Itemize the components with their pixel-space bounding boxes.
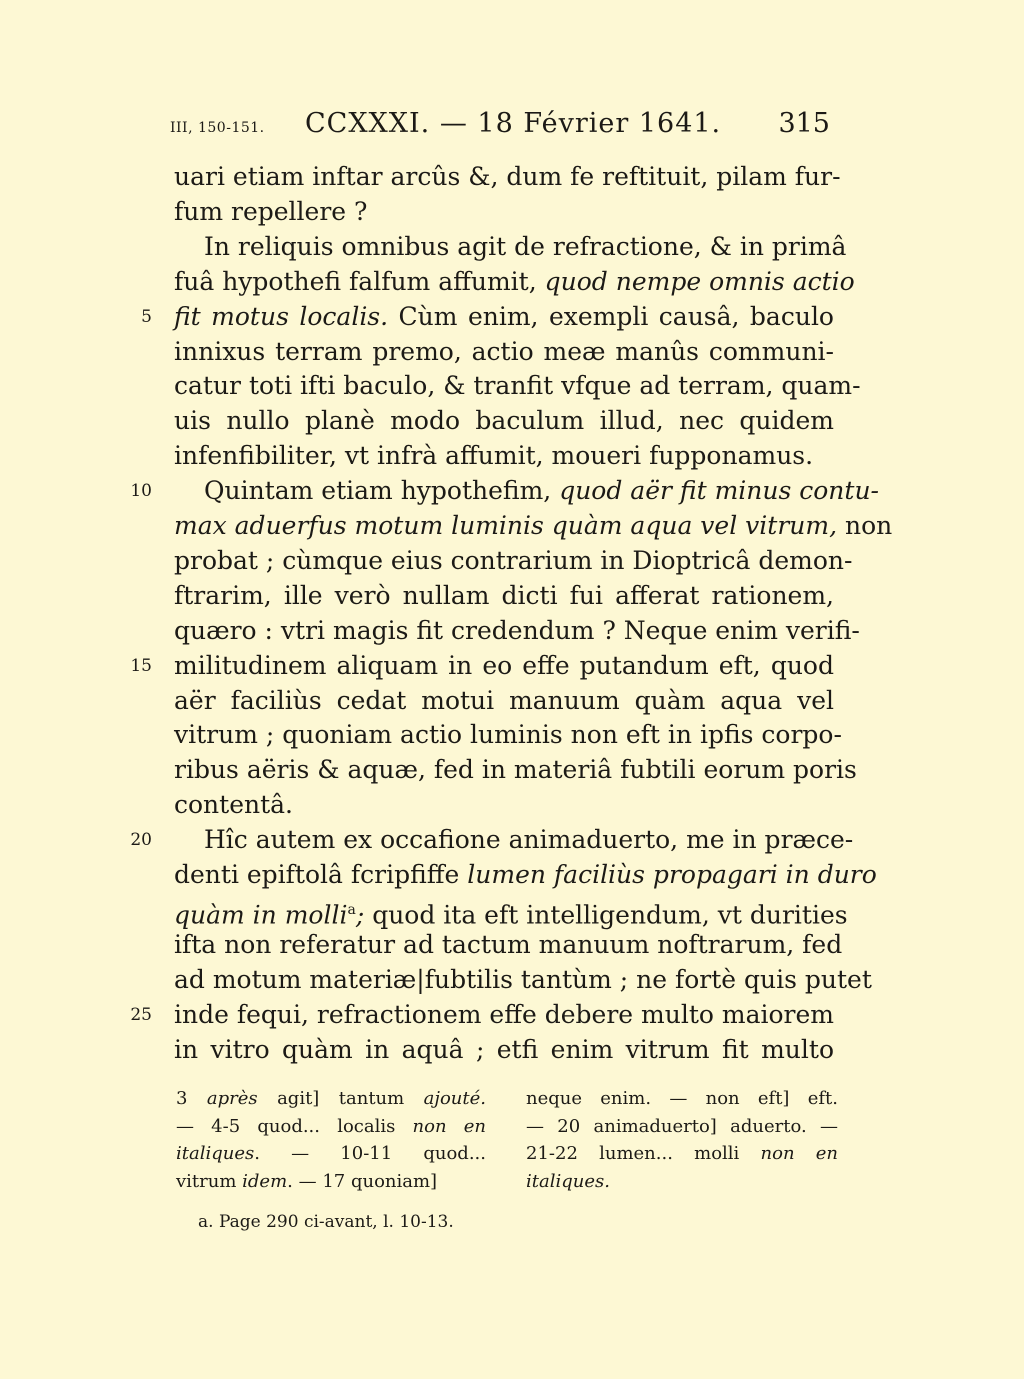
text-line: ad motum materiæ|fubtilis tantùm ; ne fortè quis putet bbox=[174, 964, 872, 994]
line-number: 25 bbox=[130, 1004, 152, 1025]
text-line: inde fequi, refractionem effe debere multo maiorem bbox=[174, 999, 834, 1029]
line-number: 20 bbox=[130, 830, 152, 851]
text-line: Quintam etiam hypothefim, quod aër fit minus contu- bbox=[204, 476, 880, 506]
text-line: max aduerfus motum luminis quàm aqua vel vitrum, non bbox=[174, 511, 893, 540]
apparatus-line: italiques. bbox=[526, 1170, 610, 1192]
text-line: catur toti ifti baculo, & tranfit vfque ad terram, quam- bbox=[174, 371, 861, 401]
text-line: militudinem aliquam in eo effe putandum eft, quod bbox=[174, 650, 834, 680]
text-line: ribus aëris & aquæ, fed in materiâ fubtili eorum poris bbox=[174, 755, 857, 785]
volume-reference: III, 150-151. bbox=[170, 120, 265, 136]
line-number: 10 bbox=[130, 481, 152, 502]
apparatus-line: italiques. — 10-11 quod... bbox=[176, 1143, 486, 1164]
line-number: 15 bbox=[130, 655, 152, 676]
apparatus-column-left bbox=[176, 1085, 486, 1195]
apparatus-line: neque enim. — non eft] eft. bbox=[526, 1088, 838, 1109]
apparatus-line: — 4-5 quod... localis non en bbox=[176, 1115, 487, 1137]
text-line: uis nullo planè modo baculum illud, nec quidem bbox=[174, 406, 834, 436]
text-line: contentâ. bbox=[174, 790, 293, 820]
text-line: infenfibiliter, vt infrà affumit, moueri fupponamus. bbox=[174, 441, 814, 471]
apparatus-line: 3 après agit] tantum ajouté. bbox=[176, 1088, 486, 1109]
running-header bbox=[170, 108, 830, 148]
text-line: innixus terram premo, actio meæ manûs communi- bbox=[174, 336, 834, 366]
text-line: quàm in molli$^a$; quod ita eft intelligendum, vt durities bbox=[174, 900, 848, 930]
text-line: fuâ hypothefi falfum affumit, quod nempe omnis actio bbox=[174, 266, 855, 296]
text-line: denti epiftolâ fcripfiffe lumen faciliùs propagari in duro bbox=[174, 860, 877, 889]
text-line: vitrum ; quoniam actio luminis non eft in ipfis corpo- bbox=[174, 720, 842, 750]
line-number: 5 bbox=[141, 306, 152, 327]
text-line: aër faciliùs cedat motui manuum quàm aqua vel bbox=[174, 685, 834, 715]
apparatus-line: vitrum idem. — 17 quoniam] bbox=[176, 1170, 438, 1192]
text-line: Hîc autem ex occafione animaduerto, me in præce- bbox=[204, 825, 854, 855]
text-line: quæro : vtri magis fit credendum ? Neque enim verifi- bbox=[174, 615, 860, 645]
text-line: fum repellere ? bbox=[174, 196, 368, 226]
text-line: ftrarim, ille verò nullam dicti fui afferat rationem, bbox=[174, 580, 834, 610]
text-line: uari etiam inftar arcûs &, dum fe reftituit, pilam fur- bbox=[174, 162, 841, 191]
text-line: In reliquis omnibus agit de refractione, & in primâ bbox=[204, 231, 847, 261]
apparatus-line: — 20 animaduerto] aduerto. — bbox=[526, 1115, 838, 1137]
editor-footnote: a. Page 290 ci-avant, l. 10-13. bbox=[198, 1212, 454, 1232]
text-line: in vitro quàm in aquâ ; etfi enim vitrum fit multo bbox=[174, 1034, 834, 1064]
page-number: 315 bbox=[778, 108, 830, 139]
apparatus-column-right bbox=[526, 1085, 838, 1195]
letter-title: CCXXXI. — 18 Février 1641. bbox=[305, 108, 722, 139]
text-line: fit motus localis. Cùm enim, exempli causâ, baculo bbox=[174, 301, 834, 331]
text-line: ifta non referatur ad tactum manuum noftrarum, fed bbox=[174, 929, 843, 959]
text-line: probat ; cùmque eius contrarium in Dioptricâ demon- bbox=[174, 545, 853, 575]
apparatus-line: 21-22 lumen... molli non en bbox=[526, 1143, 838, 1164]
